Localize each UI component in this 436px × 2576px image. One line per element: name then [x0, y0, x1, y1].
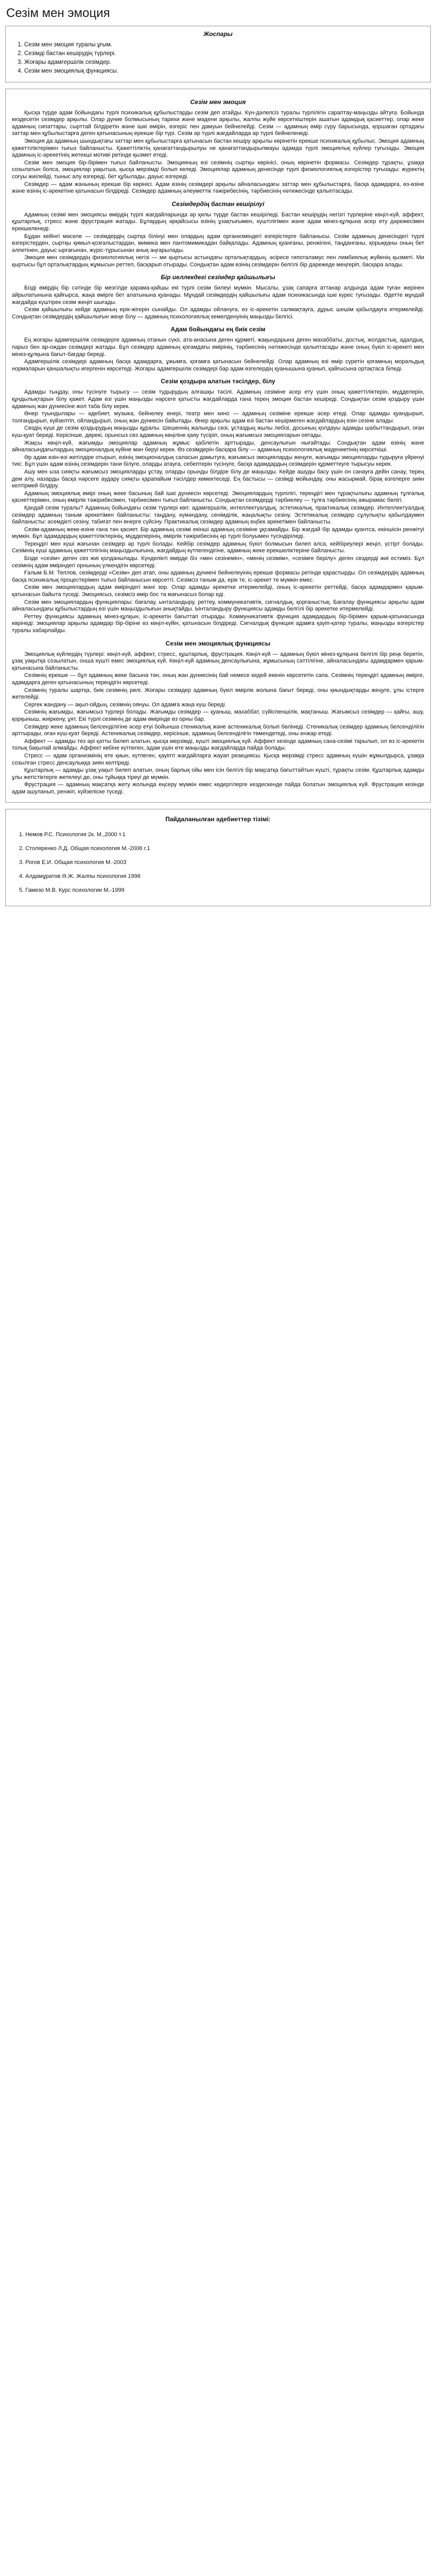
body-paragraph: Өнер туындылары — әдебиет, музыка, бейнелеу өнері, театр мен кино — адамның сезіміне ерекше әсер етеді. Олар адамды қуандырып, толғандырып, күйзелтіп, ойландырып, оның жан дүниесін байытады. Өнер арқылы адам өзі бастан кешірмеген жағдайлардың өзін сезіне алады.	[12, 411, 424, 424]
body-paragraph: Адамның сезімі мен эмоциясы өмірдің түрлі жағдайларында әр қилы түрде бастан кешіріледі. Бастан кешірудің негізгі түрлеріне көңіл-күй, аффект, құштарлық, стресс және фрустрация жатады. Бұлардың әрқайсысы өзінің ұзақтығымен, күштілігімен және адам мінез-құлқына әсер ету дәрежесімен ерекшеленеді.	[12, 211, 424, 232]
body-paragraph: Сезім қайшылығы кейде адамның ерік-жігерін сынайды. Ол адамды ойлануға, өз іс-әрекетін салмақтауға, дұрыс шешім қабылдауға итермелейді. Сондықтан сезімдердің қайшылығын жеңе білу — адамның психологиялық кемелденуінің маңызды белгісі.	[12, 307, 424, 320]
body-paragraph: Эмоциялық күйлердің түрлері: көңіл-күй, аффект, стресс, құштарлық, фрустрация. Көңіл-күй — адамның бүкіл мінез-құлқына белгілі бір реңк беретін, ұзақ уақытқа созылатын, онша күшті емес эмоциялық күй. Көңіл-күй адамның денсаулығына, жұмысының сәттілігіне, айналасындағы адамдармен қарым-қатынасына байланысты.	[12, 651, 424, 671]
body-paragraph: Адамды тыңдау, оны түсінуге тырысу — сезім тудырудың алғашқы тәсілі. Адамның сезіміне әсер ету үшін оның қажеттіліктерін, мүдделерін, құндылықтарын білу қажет. Адам өзі үшін маңызды нәрсеге қатысты жағдайларда ғана терең эмоция бастан кешіреді. Сондықтан сезім қоздыру үшін адамның жан дүниесіне жол таба білу керек.	[12, 389, 424, 410]
body-paragraph: Аффект — адамды тез әрі қатты билеп алатын, қысқа мерзімді, күшті эмоциялық күй. Аффект кезінде адамның сана-сезімі тарылып, ол өз іс-әрекетін толық бақылай алмайды. Аффект көбіне күтпеген, адам үшін өте маңызды жағдайларда пайда болады.	[12, 738, 424, 752]
plan-item: 1. Сезім мен эмоция туралы ұғым.	[24, 41, 425, 49]
references-heading: Пайдаланылған әдебиеттер тізімі:	[165, 816, 271, 823]
section-heading: Бір иеллекдегі сезімдер қайшылығы	[161, 274, 275, 281]
body-paragraph: Сезім мен эмоциялардың адам өміріндегі мәні зор. Олар адамды әрекетке итермелейді, оның іс-әрекетін реттейді, басқа адамдармен қарым-қатынасын байыта түседі. Эмоциясыз, сезімсіз өмір бос та мағынасыз болар еді.	[12, 584, 424, 598]
reference-item: 1. Немов Р.С. Психология 2к. М.,2000 т.1	[19, 832, 126, 838]
body-paragraph: Ғалым Б.М. Теплов, сезімдерді «Сезім» деп атап, оны адамның дүниені бейнелеуінің ерекше формасы ретінде қарастырды. Ол сезімдердің адамның басқа психикалық процестерімен тығыз байланысын көрсетті. Сезімсіз таным да, ерік те, іс-әрекет те мүмкін емес.	[12, 570, 424, 583]
body-paragraph: Реттеу функциясы адамның мінез-құлқын, іс-әрекетін бағыттап отырады. Коммуникативтік функция адамдардың бір-бірімен қарым-қатынасында көрінеді: эмоциялар арқылы адамдар бір-біріне өз көңіл-күйін, қатынасын білдіреді. Сигналдық функция адамға қауіп-қатер туралы, маңызды өзгерістер туралы хабарлайды.	[12, 613, 424, 634]
section-heading: Адам бойындағы ең биік сезім	[170, 326, 266, 333]
body-paragraph: Сезімнің туралы шартқа, биік сезімнің рөлі. Жоғары сезімдер адамның бүкіл өмірлік жолына бағыт береді, оны қиындықтарды жеңуге, ұлы істерге жетелейді.	[12, 687, 424, 701]
body-paragraph: Сезімдер — адам жанының ерекше бір көрінісі. Адам өзінің сезімдері арқылы айналасындағы заттар мен құбылыстарға, басқа адамдарға, өз-өзіне және өзінің іс-әрекетіне қатынасын білдіреді. Сезімдер адамның әлеуметтік тәжірибесінің, тәрбиесінің нәтижесінде қалыптасады.	[12, 181, 424, 195]
body-paragraph: Сезімдер жеке адамның белсенділігіне әсер етуі бойынша стеникалық және астеникалық болып бөлінеді. Стеникалық сезімдер адамның белсенділігін арттырады, оған күш-қуат береді. Астеникалық сезімдер, керісінше, адамның белсенділігін төмендетеді, оны енжар етеді.	[12, 723, 424, 737]
plan-item: 2. Сезімдi бастан кешірудің түрлері.	[24, 49, 425, 58]
section-heading: Сезім мен эмоция	[190, 98, 246, 106]
body-paragraph: Фрустрация — адамның мақсатқа жету жолында еңсеру мүмкін емес кедергілерге кездескенде пайда болатын эмоциялық күй. Фрустрация кезінде адам ашуланып, ренжіп, күйзеліске түседі.	[12, 782, 424, 795]
reference-item: 5. Гамезо М.В. Курс психологии М.-1999	[19, 887, 125, 894]
main-content	[5, 89, 431, 803]
body-paragraph: Бізді өмірдің бір сәтінде бір мезгілде қарама-қайшы екі түрлі сезім билеуі мүмкін. Мысалы, ұзақ сапарға аттанар алдында адам туған жерінен айрылатынына қайғырса, жаңа өмірге бет алатынына қуанады. Мұндай сезімдердің қайшылығы адам психикасында ішкі күрес туғызады. Әдетте мұндай жағдайда күштірек сезім жеңіп шығады.	[12, 285, 424, 306]
body-paragraph: Адамгершілік сезімдері адамның басқа адамдарға, ұжымға, қоғамға қатынасын бейнелейді. Олар адамның өзі өмір сүретін қоғамның моральдық нормаларын қаншалықты игергенін көрсетеді. Жоғары адамгершілік сезімдері бар адам өзгелердің қуанышына қуанып, қайғысына ортақтаса біледі.	[12, 359, 424, 372]
body-paragraph: Бұдан кейінгі мәселе — сезімдердің сыртқа білінуі мен олардың адам организміндегі өзгерістерге байланысы. Сезім адамның денесіндегі түрлі өзгерістерден, сыртқы қимыл-қозғалыстардан, мимика мен пантомимикадан байқалады. Адамның қуанғаны, ренжігені, таңданғаны, қорыққаны оның бет әлпетінен, дауыс ырғағынан, жүріс-тұрысынан анық аңғарылады.	[12, 233, 424, 253]
section-heading: Сезім қоздыра алатын тәсілдер, білу	[161, 378, 275, 385]
references-box	[5, 809, 431, 906]
body-paragraph: Сөздің күші де сезім қоздырудың маңызды құралы. Шешеннің жалынды сөзі, ұстаздың жылы лебізі, досының қолдауы адамды шабыттандырып, оған күш-қуат береді. Керісінше, дөрекі, орынсыз сөз адамның көңіліне қаяу түсіріп, оның жағымсыз эмоцияларын оятады.	[12, 425, 424, 438]
reference-item: 3. Рогов Е.И. Общая психология М.-2003	[19, 859, 127, 866]
body-paragraph: Ашу мен ыза сияқты жағымсыз эмоцияларды ұстау, оларды орынды білдіре білу де маңызды. Кейде ашуды басу үшін он санауға дейін санау, терең дем алу, назарды басқа нәрсеге аудару сияқты қарапайым тәсілдер көмектеседі. Ең бастысы — сезімді мойындау, оны жасырмай, бірақ өзгелерге зиян келтірмей білдіру.	[12, 468, 424, 489]
body-paragraph: Сергек жандану — ақыл-ойдың, сезімнің оянуы. Ол адамға жаңа күш береді.	[24, 701, 226, 708]
body-paragraph: Қысқа түрде адам бойындағы түрлі психикалық құбылыстарды сезім деп атайды. Күн-дәлелсіз туралы түрлілігін сараптау-маңызды айтуға. Бойында кездесетін сезімдер арқылы. Олар дүние болмысының тарихи және мәдени арқылы, жалпы жүйе көрсеткіштерін ашатын адамдық қасиеттер, олар жеке адамның сипаттары, сырттай білдіретін және ішкі өмірін, өзгеріс пен дамуын бейнелейді. Сезім — адамның өмір сүру барысында, қоршаған ортадағы заттар мен құбылыстарға деген қатынасының ерекше бір түрі. Сезім әр түрлі жағдайларда әр түрлі бейнеленеді.	[12, 109, 424, 137]
references-list	[12, 828, 424, 897]
plan-box	[5, 26, 431, 82]
section-heading: Сезім мен эмоциялық функциясы	[165, 639, 271, 647]
body-paragraph: Сезім мен эмоциялардың функциялары: бағалау, ынталандыру, реттеу, коммуникативтік, сигналдық, қорғаныстық. Бағалау функциясы арқылы адам айналасындағы құбылыстардың өзі үшін маңыздылығын анықтайды. Ынталандыру функциясы адамды белгілі бір әрекетке итермелейді.	[12, 599, 424, 613]
plan-list	[11, 41, 425, 76]
section-heading: Сезімдердің бастан кешірілуі	[171, 200, 265, 208]
page	[0, 0, 436, 906]
body-paragraph: Ең жоғары адамгершілік сезімдерге адамның отанын сүюі, ата-анасына деген құрметі, жақындарына деген махаббаты, достық, жолдастық, адалдық, парыз бен ар-ождан сезімдері жатады. Бұл сезімдер адамның қоғамдағы өмірінің, тәрбиесінің нәтижесінде қалыптасады және оның бүкіл іс-әрекеті мен мінез-құлқына бағыт-бағдар береді.	[12, 337, 424, 358]
body-paragraph: Стресс — адам организмінің өте қиын, күтпеген, қауіпті жағдайларға жауап реакциясы. Қысқа мерзімді стресс адамның күшін жұмылдырса, ұзаққа созылған стресс денсаулыққа зиян келтіреді.	[12, 752, 424, 766]
body-paragraph: Құштарлық — адамды ұзақ уақыт билеп алатын, оның барлық ойы мен ісін белгілі бір мақсатқа бағыттайтын күшті, тұрақты сезім. Құштарлық адамды ұлы жетістіктерге жетелеуі де, оны тұйыққа тіреуі де мүмкін.	[12, 767, 424, 781]
body-paragraph: Қандай сезім туралы? Адамның бойындағы сезім түрлері көп: адамгершілік, интеллектуалдық, эстетикалық, практикалық сезімдер. Интеллектуалдық сезімдер адамның таным әрекетімен байланысты: таңдану, күмәндану, сенімділік, жаңалықты сезіну. Эстетикалық сезімдер сұлулықты қабылдаумен байланысты: әсемдікті сезіну, табиғат пен өнерге сүйсіну. Практикалық сезімдер адамның еңбек әрекетімен байланысты.	[12, 504, 424, 526]
reference-item: 4. Алдамұратов Ә.Ж. Жалпы психология 1996	[19, 873, 141, 880]
body-paragraph: Эмоция мен сезімдердің физиологиялық негізі — ми қыртысы астындағы орталықтардың, әсіресе гипоталамус пен лимбиялық жүйенің қызметі. Ми қыртысы бұл орталықтардың жұмысын реттеп, басқарып отырады. Сондықтан адам өзінің сезімдерін белгілі бір дәрежеде меңгеріп, басқара алады.	[12, 255, 424, 268]
body-paragraph: Сезімнің ерекше — бұл адамның жеке басына тән, оның жан дүниесінің бай немесе кедей екенін көрсететін сапа. Сезімнің тереңдігі адамның өмірге, адамдарға деген қатынасының тереңдігін көрсетеді.	[12, 672, 424, 686]
page-title: Сезім мен эмоция	[6, 6, 110, 20]
body-paragraph: Бізде «сезім» деген сөз жиі қолданылады. Күнделікті өмірде біз «мен сезінемін», «менің сезімім», «сезімге берілу» деген сөздерді жиі естиміз. Бұл сезімнің адам өміріндегі орнының үлкендігін көрсетеді.	[12, 555, 424, 569]
body-paragraph: Сезім-адамның жеке-өзіне ғана тән қасиет. Бір адамның сезімі екінші адамның сезіміне ұқсамайды. Бір жағдай бір адамды қуантса, екіншісін ренжітуі мүмкін. Бұл адамдардың қажеттіліктерінің, мүдделерінің, өмірлік тәжірибесінің әр түрлі болуымен түсіндіріледі.	[12, 526, 424, 540]
plan-item: 4. Сезім мен эмоциялық функциясы.	[24, 67, 425, 76]
body-paragraph: Әр адам өзін-өзі жетілдіре отырып, өзінің эмоционалдық саласын дамытуға, жағымсыз эмоцияларды жеңуге, жағымды эмоцияларды тудыруға үйренуі тиіс. Бұл үшін адам өзінің сезімдерін тани білуге, оларды атауға, себептерін түсінуге, басқа адамдардың сезімдерін құрметтеуге тырысуы керек.	[12, 454, 424, 468]
body-paragraph: Жақсы көңіл-күй, жағымды эмоциялар адамның жұмыс қабілетін арттырады, денсаулығын нығайтады. Сондықтан адам өзінің және айналасындағылардың эмоционалдық күйіне мән беруі керек. Өз сезімдерін басқара білу — адамның психологиялық мәдениетінің көрсеткіші.	[12, 439, 424, 453]
body-paragraph: Сезімнің жағымды, жағымсыз түрлері болады. Жағымды сезімдер — қуаныш, махаббат, сүйіспеншілік, мақтаныш. Жағымсыз сезімдер — қайғы, ашу, қорқыныш, жиіркену, ұят. Екі түрлі сезімнің де адам өмірінде өз орны бар.	[12, 709, 424, 722]
body-paragraph: Адамның эмоциялық өмірі оның жеке басының бай ішкі дүниесін көрсетеді. Эмоциялардың түрлілігі, тереңдігі мен тұрақтылығы адамның тұлғалық қасиеттерімен, оның өмірлік тәжірибесімен, тәрбиесімен тығыз байланысты. Сондықтан сезімдерді тәрбиелеу — тұлға тәрбиесінің ажырамас бөлігі.	[12, 490, 424, 504]
body-paragraph: Эмоция да адамның шындықтағы заттар мен құбылыстарға қатынасын бастан кешіру арқылы көрінетін ерекше психикалық құбылыс. Эмоция адамның қажеттіліктерімен тығыз байланысты. Қажеттіліктің қанағаттандырылуы не қанағаттандырылмауы адамда түрлі эмоциялық күйлер туғызады. Эмоция адамның іс-әрекетінің жетекші мотиві ретінде қызмет етеді.	[12, 138, 424, 159]
body-paragraph: Сезім мен эмоция бір-бірімен тығыз байланысты. Эмоцияның өзі сезімнің сыртқы көрінісі, оның көрінетін формасы. Сезімдер тұрақты, ұзаққа созылатын болса, эмоциялар уақытша, қысқа мерзімді болып келеді. Эмоциялар адамның денесінде түрлі физиологиялық өзгерістер туғызады: жүректің соғуы жиілейді, тыныс алу өзгереді, бет құбылады, дауыс өзгереді.	[12, 159, 424, 180]
body-paragraph: Тереңдігі мен күші жағынан сезімдер әр түрлі болады. Кейбір сезімдер адамның бүкіл болмысын билеп алса, кейбіреулері жеңіл, үстірт болады. Сезімнің күші адамның қажеттілігінің маңыздылығына, жағдайдың күтпегендігіне, адамның жеке ерекшеліктеріне байланысты.	[12, 540, 424, 554]
plan-heading: Жоспары	[203, 30, 233, 38]
plan-item: 3. Жоғары адамгершілік сезімдер.	[24, 58, 425, 67]
reference-item: 2. Столяренко Л.Д. Общая психология М.-2006 г.1	[19, 845, 150, 852]
